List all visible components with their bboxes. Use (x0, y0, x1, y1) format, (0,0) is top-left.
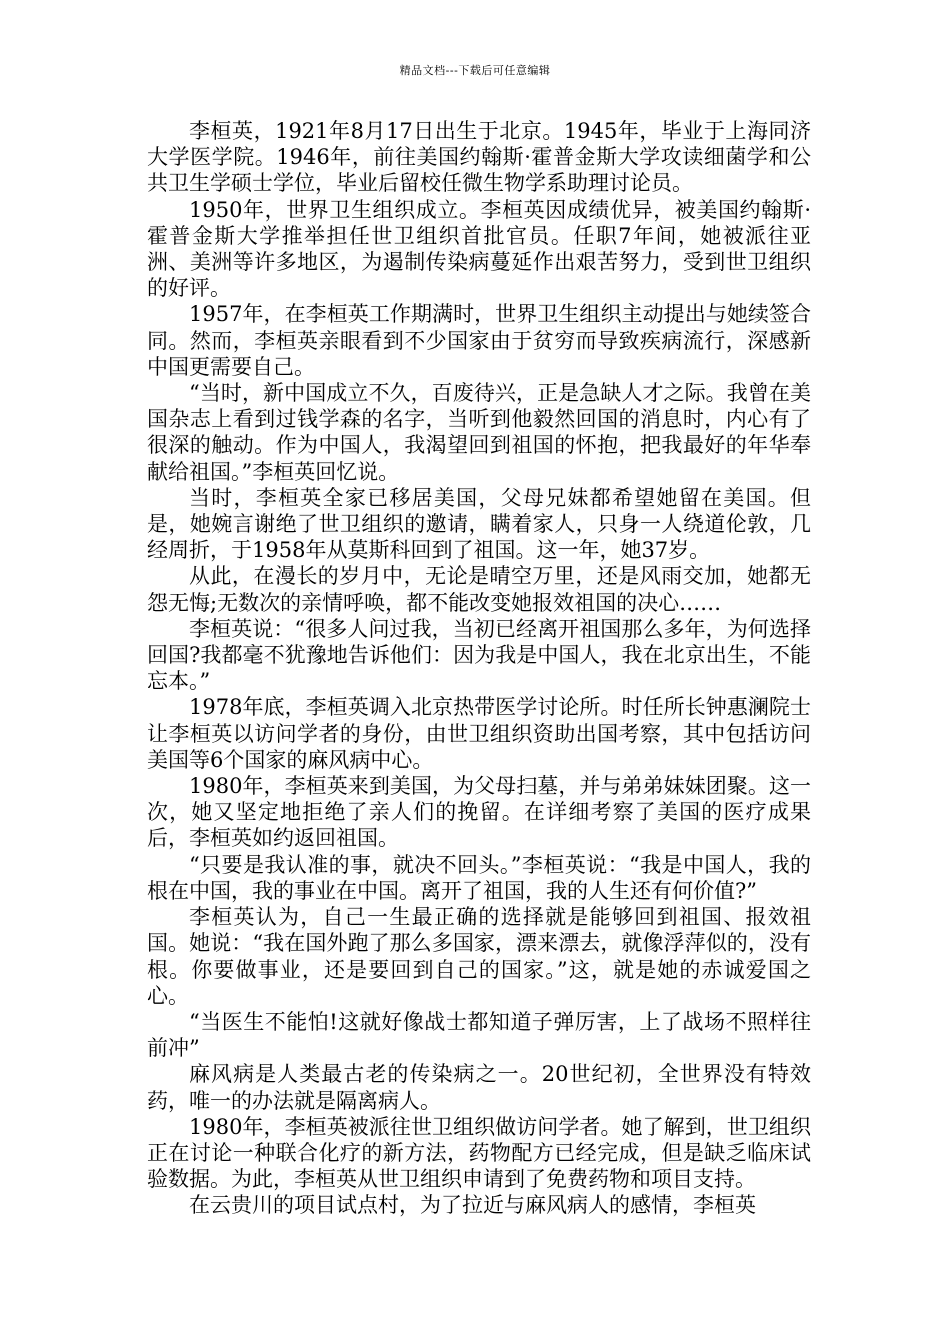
paragraph-3: 1957年，在李桓英工作期满时，世界卫生组织主动提出与她续签合同。然而，李桓英亲眼看到不少国家由于贫穷而导致疾病流行，深感新中国更需要自己。 (147, 302, 811, 379)
article-body (147, 118, 811, 1219)
paragraph-8: 1978年底，李桓英调入北京热带医学讨论所。时任所长钟惠澜院士让李桓英以访问学者的身份，由世卫组织资助出国考察，其中包括访问美国等6个国家的麻风病中心。 (147, 695, 811, 772)
page-header: 精品文档---下载后可任意编辑 (399, 64, 551, 77)
paragraph-10: “只要是我认准的事，就决不回头。”李桓英说：“我是中国人，我的根在中国，我的事业在中国。离开了祖国，我的人生还有何价值?” (147, 852, 811, 903)
paragraph-12: “当医生不能怕!这就好像战士都知道子弹厉害，上了战场不照样往前冲” (147, 1009, 811, 1061)
paragraph-6: 从此，在漫长的岁月中，无论是晴空万里，还是风雨交加，她都无怨无悔;无数次的亲情呼唤，都不能改变她报效祖国的决心…… (147, 564, 811, 615)
paragraph-15: 在云贵川的项目试点村，为了拉近与麻风病人的感情，李桓英 (189, 1193, 756, 1218)
paragraph-4: “当时，新中国成立不久，百废待兴，正是急缺人才之际。我曾在美国杂志上看到过钱学森的名字，当听到他毅然回国的消息时，内心有了很深的触动。作为中国人，我渴望回到祖国的怀抱，把我最好的年华奉献给祖国。”李桓英回忆说。 (147, 381, 811, 484)
paragraph-7: 李桓英说：“很多人问过我，当初已经离开祖国那么多年，为何选择回国?我都毫不犹豫地告诉他们：因为我是中国人，我在北京出生，不能忘本。” (147, 616, 811, 694)
paragraph-13: 麻风病是人类最古老的传染病之一。20世纪初，全世界没有特效药，唯一的办法就是隔离病人。 (147, 1062, 811, 1113)
paragraph-14: 1980年，李桓英被派往世卫组织做访问学者。她了解到，世卫组织正在讨论一种联合化疗的新方法，药物配方已经完成，但是缺乏临床试验数据。为此，李桓英从世卫组织申请到了免费药物和项目支持。 (147, 1114, 811, 1192)
paragraph-2: 1950年，世界卫生组织成立。李桓英因成绩优异，被美国约翰斯·霍普金斯大学推举担任世卫组织首批官员。任职7年间，她被派往亚洲、美洲等许多地区，为遏制传染病蔓延作出艰苦努力，受到世卫组织的好评。 (147, 197, 811, 301)
paragraph-5: 当时，李桓英全家已移居美国，父母兄妹都希望她留在美国。但是，她婉言谢绝了世卫组织的邀请，瞒着家人，只身一人绕道伦敦，几经周折，于1958年从莫斯科回到了祖国。这一年，她37岁。 (147, 485, 811, 563)
paragraph-9: 1980年，李桓英来到美国，为父母扫墓，并与弟弟妹妹团聚。这一次，她又坚定地拒绝了亲人们的挽留。在详细考察了美国的医疗成果后，李桓英如约返回祖国。 (147, 774, 811, 851)
paragraph-1: 李桓英，1921年8月17日出生于北京。1945年，毕业于上海同济大学医学院。1946年，前往美国约翰斯·霍普金斯大学攻读细菌学和公共卫生学硕士学位，毕业后留校任微生物学系助理讨论员。 (147, 119, 811, 196)
paragraph-11: 李桓英认为，自己一生最正确的选择就是能够回到祖国、报效祖国。她说：“我在国外跑了那么多国家，漂来漂去，就像浮萍似的，没有根。你要做事业，还是要回到自己的国家。”这，就是她的赤诚爱国之心。 (147, 905, 811, 1008)
